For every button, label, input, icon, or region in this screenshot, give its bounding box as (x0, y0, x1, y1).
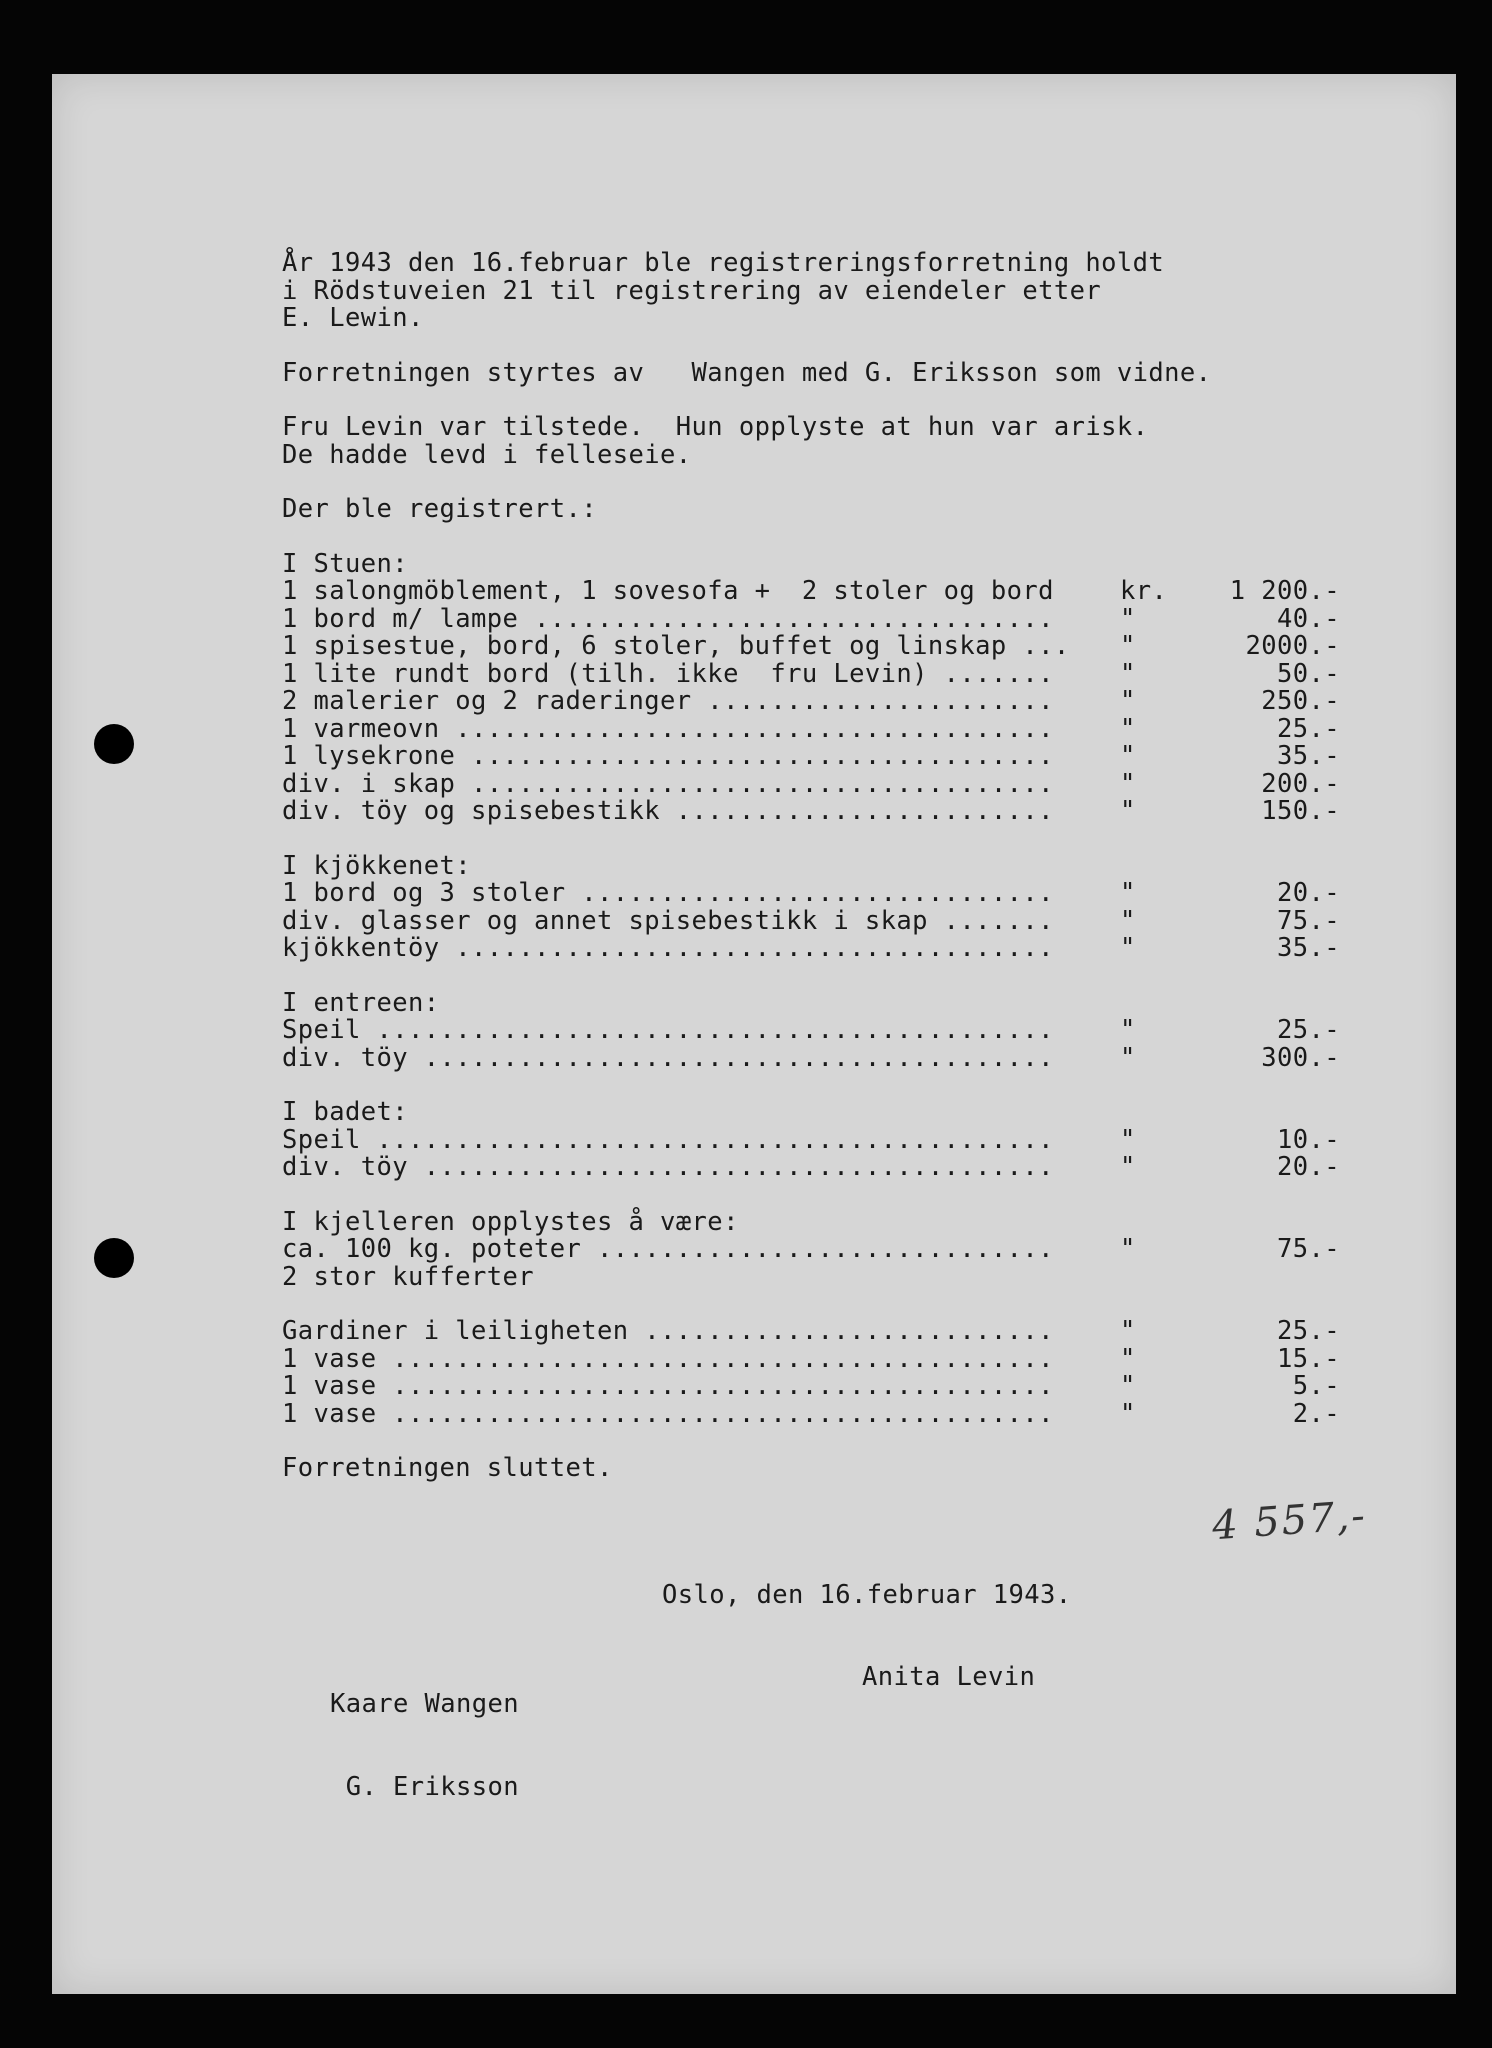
item-amount: 20.- (1276, 1152, 1340, 1182)
inventory-row (282, 1017, 1362, 1045)
item-unit: " (1120, 1042, 1136, 1073)
item-amount: 15.- (1276, 1343, 1340, 1374)
signatures-left (330, 1636, 519, 1829)
closing-line: Forretningen sluttet. (282, 1453, 613, 1483)
item-unit: " (1120, 1316, 1136, 1346)
item-unit: " (1120, 796, 1136, 826)
section-heading: I badet: (282, 1097, 409, 1127)
item-label: 1 vase .......................................... (282, 1373, 1054, 1401)
item-unit: " (1120, 603, 1136, 634)
item-amount: 25.- (1276, 1316, 1340, 1346)
item-unit: kr. (1120, 576, 1168, 606)
section-heading: I kjökkenet: (282, 850, 472, 881)
presence-line: De hadde levd i felleseie. (282, 439, 692, 470)
item-amount: 300.- (1261, 1042, 1340, 1073)
inventory-row (282, 1236, 1362, 1264)
item-label: Speil ........................................... (282, 1126, 1054, 1154)
inventory-row (282, 1154, 1362, 1182)
inventory-row (282, 603, 1362, 634)
inventory-row (282, 658, 1362, 689)
item-amount: 75.- (1276, 1234, 1340, 1264)
section-heading: I Stuen: (282, 548, 409, 579)
signature-right: Anita Levin (862, 1662, 1036, 1692)
item-unit (1120, 1264, 1180, 1292)
item-amount: 75.- (1276, 905, 1340, 936)
item-unit: " (1120, 686, 1136, 716)
lead-line: Forretningen styrtes av Wangen med G. Eriksson som vidne. (282, 357, 1212, 388)
item-unit: " (1120, 1343, 1136, 1374)
item-label: div. i skap ..................................... (282, 770, 1054, 798)
item-amount: 35.- (1276, 933, 1340, 963)
item-amount: 20.- (1276, 878, 1340, 908)
item-unit: " (1120, 713, 1136, 744)
item-label: Speil ........................................... (282, 1017, 1054, 1045)
item-amount: 50.- (1276, 658, 1340, 689)
item-unit: " (1120, 933, 1136, 963)
item-label: 1 salongmöblement, 1 sovesofa + 2 stoler og bord (282, 578, 1054, 606)
item-unit: " (1120, 1371, 1136, 1401)
signature-name: Kaare Wangen (330, 1689, 520, 1719)
inventory-row (282, 880, 1362, 908)
item-label: 1 bord og 3 stoler .............................. (282, 880, 1054, 908)
item-label: div. töy ........................................ (282, 1044, 1054, 1072)
item-unit: " (1120, 1152, 1136, 1182)
item-amount: 40.- (1276, 603, 1340, 634)
item-unit: " (1120, 741, 1136, 771)
item-amount: 200.- (1261, 768, 1340, 799)
inventory-row (282, 1398, 1362, 1429)
intro-line: i Rödstuveien 21 til registrering av eiendeler etter (282, 275, 1102, 306)
item-label: 1 lite rundt bord (tilh. ikke fru Levin) ....... (282, 660, 1054, 688)
punch-hole (94, 1238, 134, 1278)
item-unit: " (1120, 1015, 1136, 1045)
item-label: ca. 100 kg. poteter ............................. (282, 1236, 1054, 1264)
inventory-row (282, 633, 1362, 661)
item-unit: " (1120, 1398, 1136, 1429)
item-amount: 25.- (1276, 1015, 1340, 1045)
signature-name: G. Eriksson (330, 1771, 520, 1802)
document-body (282, 250, 1362, 1483)
item-label: 1 vase .......................................... (282, 1345, 1054, 1373)
item-label: div. töy og spisebestikk ........................ (282, 798, 1054, 826)
item-label: Gardiner i leiligheten .......................... (282, 1318, 1054, 1346)
item-amount (1180, 1264, 1340, 1292)
section-heading: I entreen: (282, 987, 440, 1018)
inventory-row (282, 935, 1362, 963)
inventory-row (282, 1264, 1362, 1292)
section-heading: I kjelleren opplystes å være: (282, 1206, 739, 1237)
inventory-row (282, 743, 1362, 771)
inventory-row (282, 905, 1362, 936)
item-unit: " (1120, 768, 1136, 799)
item-unit: " (1120, 878, 1136, 908)
item-unit: " (1120, 631, 1136, 661)
inventory-row (282, 1343, 1362, 1374)
item-amount: 25.- (1276, 713, 1340, 744)
inventory-row (282, 798, 1362, 826)
inventory-row (282, 1373, 1362, 1401)
item-label: 2 malerier og 2 raderinger ...................... (282, 688, 1054, 716)
place-date: Oslo, den 16.februar 1943. (662, 1580, 1072, 1610)
punch-hole (94, 724, 134, 764)
item-unit: " (1120, 658, 1136, 689)
inventory-row (282, 688, 1362, 716)
inventory-row (282, 1318, 1362, 1346)
item-amount: 2.- (1292, 1398, 1340, 1429)
inventory-row (282, 713, 1362, 744)
item-unit: " (1120, 905, 1136, 936)
item-label: kjökkentöy ...................................... (282, 935, 1054, 963)
item-amount: 1 200.- (1229, 576, 1340, 606)
intro-line: År 1943 den 16.februar ble registreringsforretning holdt (282, 248, 1165, 278)
inventory-row (282, 1124, 1362, 1155)
item-label: 1 bord m/ lampe ................................. (282, 605, 1054, 633)
inventory-row (282, 768, 1362, 799)
registered-heading: Der ble registrert.: (282, 494, 598, 524)
item-amount: 10.- (1276, 1124, 1340, 1155)
handwritten-total: 4 557,- (1210, 1492, 1369, 1550)
item-label: 1 lysekrone ..................................... (282, 743, 1054, 771)
item-label: 2 stor kufferter (282, 1263, 535, 1291)
item-amount: 250.- (1261, 686, 1340, 716)
item-label: div. töy ........................................ (282, 1154, 1054, 1182)
item-label: 1 varmeovn ...................................... (282, 715, 1054, 743)
item-amount: 5.- (1292, 1371, 1340, 1401)
item-unit: " (1120, 1124, 1136, 1155)
presence-line: Fru Levin var tilstede. Hun opplyste at hun var arisk. (282, 412, 1149, 442)
item-unit: " (1120, 1234, 1136, 1264)
inventory-row (282, 1042, 1362, 1073)
intro-line: E. Lewin. (282, 303, 424, 333)
item-label: 1 spisestue, bord, 6 stoler, buffet og linskap ... (282, 633, 1070, 661)
item-amount: 150.- (1261, 796, 1340, 826)
item-label: 1 vase .......................................... (282, 1400, 1054, 1428)
item-label: div. glasser og annet spisebestikk i skap ....... (282, 907, 1054, 935)
item-amount: 35.- (1276, 741, 1340, 771)
inventory-row (282, 578, 1362, 606)
item-amount: 2000.- (1245, 631, 1340, 661)
